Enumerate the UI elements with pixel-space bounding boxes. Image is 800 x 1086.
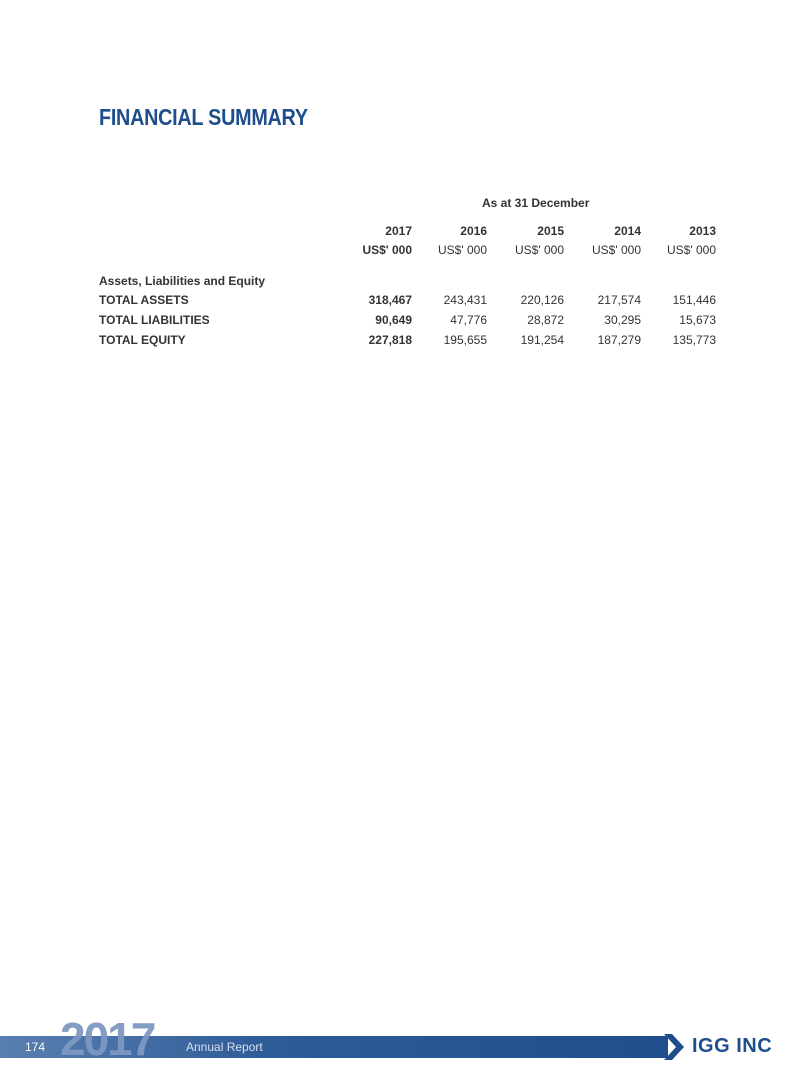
report-label: Annual Report	[186, 1040, 263, 1054]
year-header: 2016	[460, 224, 487, 238]
row-label: TOTAL ASSETS	[99, 293, 189, 307]
year-header: 2013	[689, 224, 716, 238]
unit-header: US$' 000	[515, 243, 564, 257]
group-header-label: As at 31 December	[482, 196, 590, 210]
unit-header: US$' 000	[592, 243, 641, 257]
table-cell: 47,776	[450, 313, 487, 327]
year-header: 2015	[537, 224, 564, 238]
year-header: 2014	[614, 224, 641, 238]
table-cell: 227,818	[368, 333, 412, 347]
table-cell: 220,126	[520, 293, 564, 307]
page-title: FINANCIAL SUMMARY	[99, 104, 308, 130]
table-cell: 151,446	[672, 293, 716, 307]
table-cell: 135,773	[672, 333, 716, 347]
section-label-row	[99, 274, 719, 290]
table-row	[99, 293, 719, 309]
section-label: Assets, Liabilities and Equity	[99, 274, 266, 288]
year-header-row	[99, 224, 719, 240]
table-row	[99, 313, 719, 329]
table-cell: 90,649	[375, 313, 412, 327]
company-logo: IGG INC	[692, 1035, 773, 1057]
table-cell: 30,295	[604, 313, 641, 327]
table-cell: 217,574	[597, 293, 641, 307]
unit-header: US$' 000	[667, 243, 716, 257]
unit-header: US$' 000	[438, 243, 487, 257]
table-cell: 187,279	[597, 333, 641, 347]
table-cell: 15,673	[679, 313, 716, 327]
table-cell: 191,254	[520, 333, 564, 347]
table-cell: 195,655	[443, 333, 487, 347]
unit-header-row	[99, 243, 719, 259]
year-header: 2017	[385, 224, 412, 238]
table-row	[99, 333, 719, 349]
row-label: TOTAL EQUITY	[99, 333, 186, 347]
table-cell: 28,872	[527, 313, 564, 327]
report-year-mark: 2017	[60, 1013, 155, 1065]
unit-header: US$' 000	[362, 243, 412, 257]
page-footer	[0, 1010, 800, 1086]
table-cell: 243,431	[443, 293, 487, 307]
page-number: 174	[25, 1040, 46, 1054]
table-cell: 318,467	[368, 293, 412, 307]
row-label: TOTAL LIABILITIES	[99, 313, 210, 327]
